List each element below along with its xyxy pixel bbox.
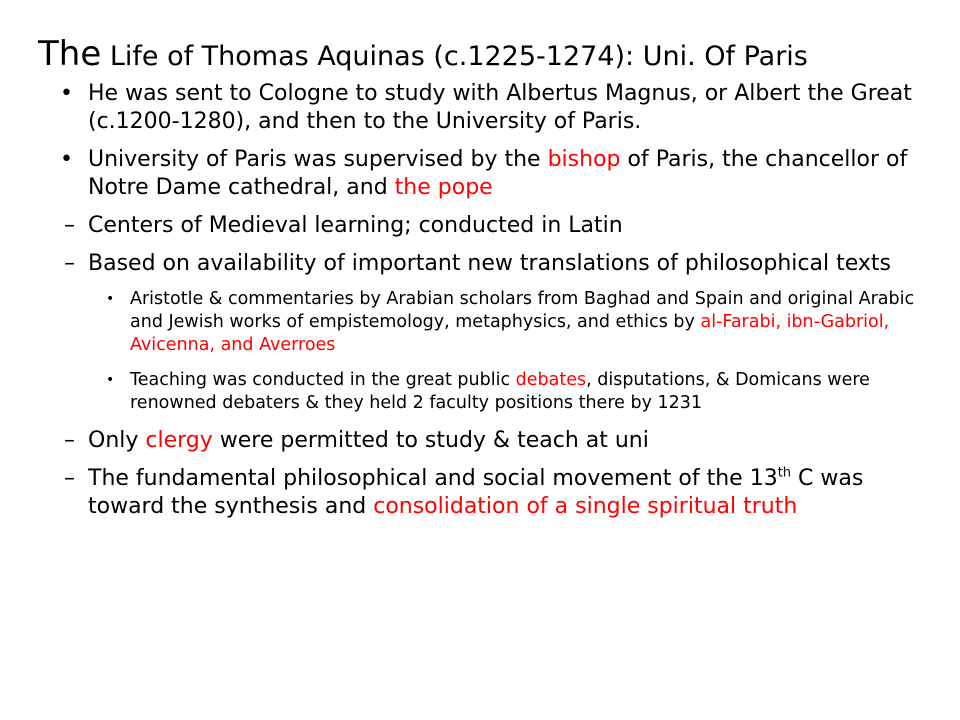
sub-bullet-clergy	[64, 427, 940, 455]
sub-bullet-centers	[64, 212, 940, 240]
subsub-text-part: , disputations, & Domicans were renowned debaters & they held 2 faculty positions there by 1231	[130, 370, 870, 413]
bullet-text-part: of Paris, the chancellor of Notre Dame cathedral, and	[88, 147, 908, 200]
title-rest: Life of Thomas Aquinas (c.1225-1274): Uni. Of Paris	[101, 41, 808, 72]
highlight-clergy: clergy	[145, 428, 213, 453]
subsub-text-part: Aristotle & commentaries by Arabian scholars from Baghad and Spain and original Arabic and Jewish works of empistemology, metaphysics, and ethics by	[130, 289, 915, 332]
slide-title	[38, 36, 938, 73]
bullet-university-supervision	[48, 146, 930, 202]
bullet-marker: •	[106, 372, 115, 388]
subsub-bullet-debates	[106, 369, 935, 415]
bullet-text-part: University of Paris was supervised by the	[88, 147, 548, 172]
bullet-marker: •	[106, 291, 115, 307]
bullet-marker: •	[60, 81, 73, 106]
sub-bullet-text-part: were permitted to study & teach at uni	[212, 428, 649, 453]
title-first-word: The	[38, 34, 102, 74]
subsub-text-part: Teaching was conducted in the great public	[130, 370, 516, 390]
sub-bullet-text-part: The fundamental philosophical and social movement of the 13	[88, 466, 778, 491]
dash-marker: –	[64, 213, 75, 238]
highlight-consolidation: consolidation of a single spiritual truth	[373, 494, 798, 519]
dash-marker: –	[64, 251, 75, 276]
sub-bullet-text: Based on availability of important new translations of philosophical texts	[88, 251, 891, 276]
bullet-cologne	[48, 80, 930, 136]
sub-bullet-text: Centers of Medieval learning; conducted in Latin	[88, 213, 623, 238]
highlight-bishop: bishop	[547, 147, 621, 172]
bullet-text: He was sent to Cologne to study with Albertus Magnus, or Albert the Great (c.1200-1280), and then to the University of Paris.	[88, 81, 912, 134]
sub-bullet-text-part: C was toward the synthesis and	[88, 466, 864, 519]
highlight-debates: debates	[515, 370, 587, 390]
highlight-pope: the pope	[394, 175, 493, 200]
subsub-bullet-aristotle	[106, 288, 935, 357]
bullet-marker: •	[60, 147, 73, 172]
highlight-scholars: al-Farabi, ibn-Gabriol, Avicenna, and Averroes	[130, 312, 890, 355]
sub-bullet-translations	[64, 250, 940, 278]
dash-marker: –	[64, 466, 75, 491]
sub-bullet-text-part: Only	[88, 428, 146, 453]
slide-content	[0, 80, 960, 531]
superscript-th: th	[777, 465, 792, 481]
dash-marker: –	[64, 428, 75, 453]
sub-bullet-movement	[64, 465, 940, 521]
